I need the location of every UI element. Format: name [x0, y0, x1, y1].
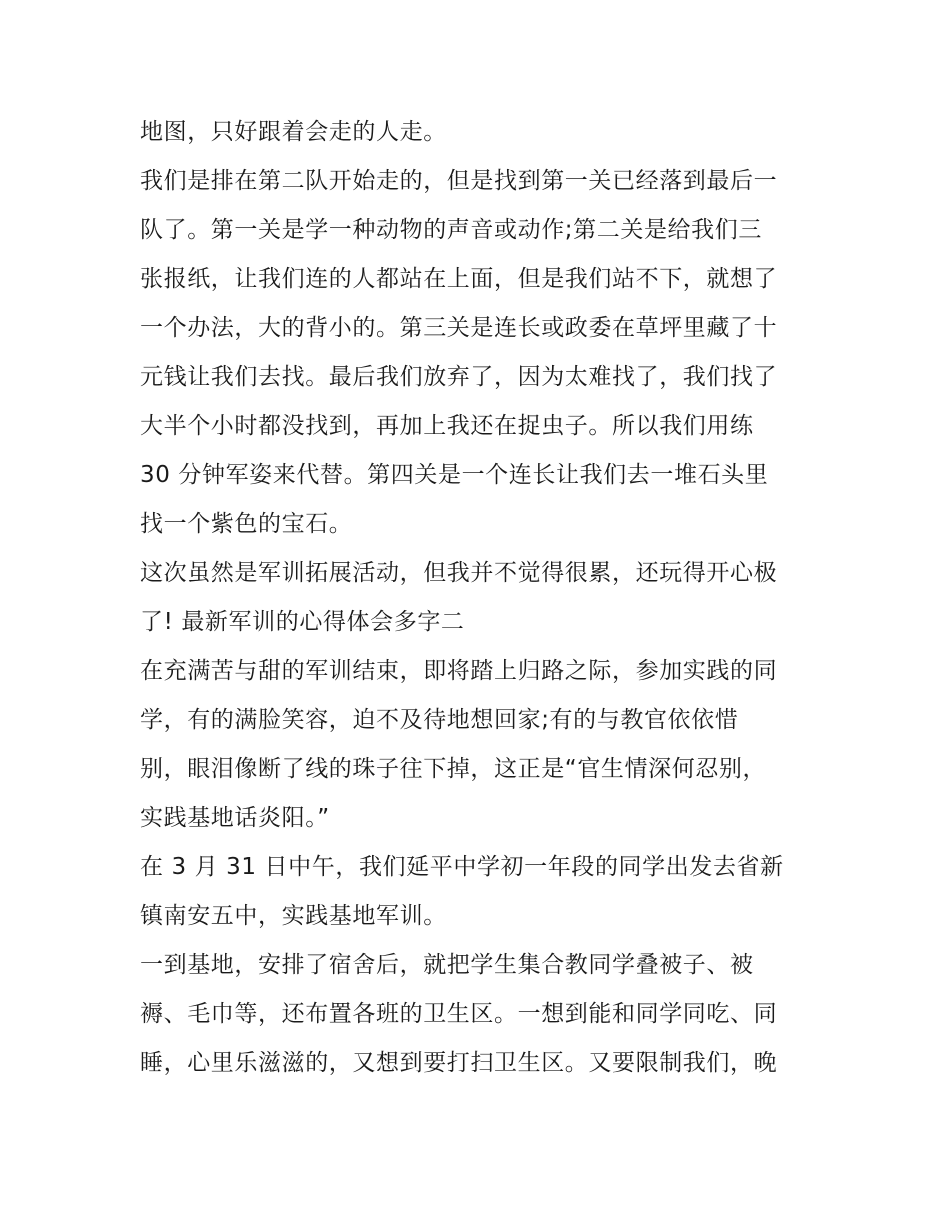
- text-line: 在 3 月 31 日中午，我们延平中学初一年段的同学出发去省新: [140, 854, 784, 880]
- text-line: 褥、毛巾等，还布置各班的卫生区。一想到能和同学同吃、同: [140, 1001, 778, 1027]
- text-line: 一个办法，大的背小的。第三关是连长或政委在草坪里藏了十: [140, 315, 778, 341]
- document-body: [140, 108, 830, 1088]
- text-line: 找一个紫色的宝石。: [140, 511, 353, 537]
- text-line: 镇南安五中，实践基地军训。: [140, 903, 447, 929]
- text-line: 队了。第一关是学一种动物的声音或动作;第二关是给我们三: [140, 217, 762, 243]
- text-line: 实践基地话炎阳。”: [140, 805, 330, 831]
- text-line: 一到基地，安排了宿舍后，就把学生集合教同学叠被子、被: [140, 952, 754, 978]
- text-line: 在充满苦与甜的军训结束，即将踏上归路之际，参加实践的同: [140, 658, 778, 684]
- text-line: 大半个小时都没找到，再加上我还在捉虫子。所以我们用练: [140, 413, 754, 439]
- text-line: 元钱让我们去找。最后我们放弃了，因为太难找了，我们找了: [140, 364, 778, 390]
- text-line: 这次虽然是军训拓展活动，但我并不觉得很累，还玩得开心极: [140, 560, 778, 586]
- text-line: 别，眼泪像断了线的珠子往下掉，这正是“官生情深何忍别，: [140, 756, 767, 782]
- text-line: 了! 最新军训的心得体会多字二: [140, 609, 465, 635]
- text-line: 我们是排在第二队开始走的，但是找到第一关已经落到最后一: [140, 168, 778, 194]
- text-line: 学，有的满脸笑容，迫不及待地想回家;有的与教官依依惜: [140, 707, 739, 733]
- text-line: 张报纸，让我们连的人都站在上面，但是我们站不下，就想了: [140, 266, 778, 292]
- text-line: 30 分钟军姿来代替。第四关是一个连长让我们去一堆石头里: [140, 462, 769, 488]
- text-line: 睡，心里乐滋滋的，又想到要打扫卫生区。又要限制我们，晚: [140, 1050, 778, 1076]
- text-line: 地图，只好跟着会走的人走。: [140, 119, 447, 145]
